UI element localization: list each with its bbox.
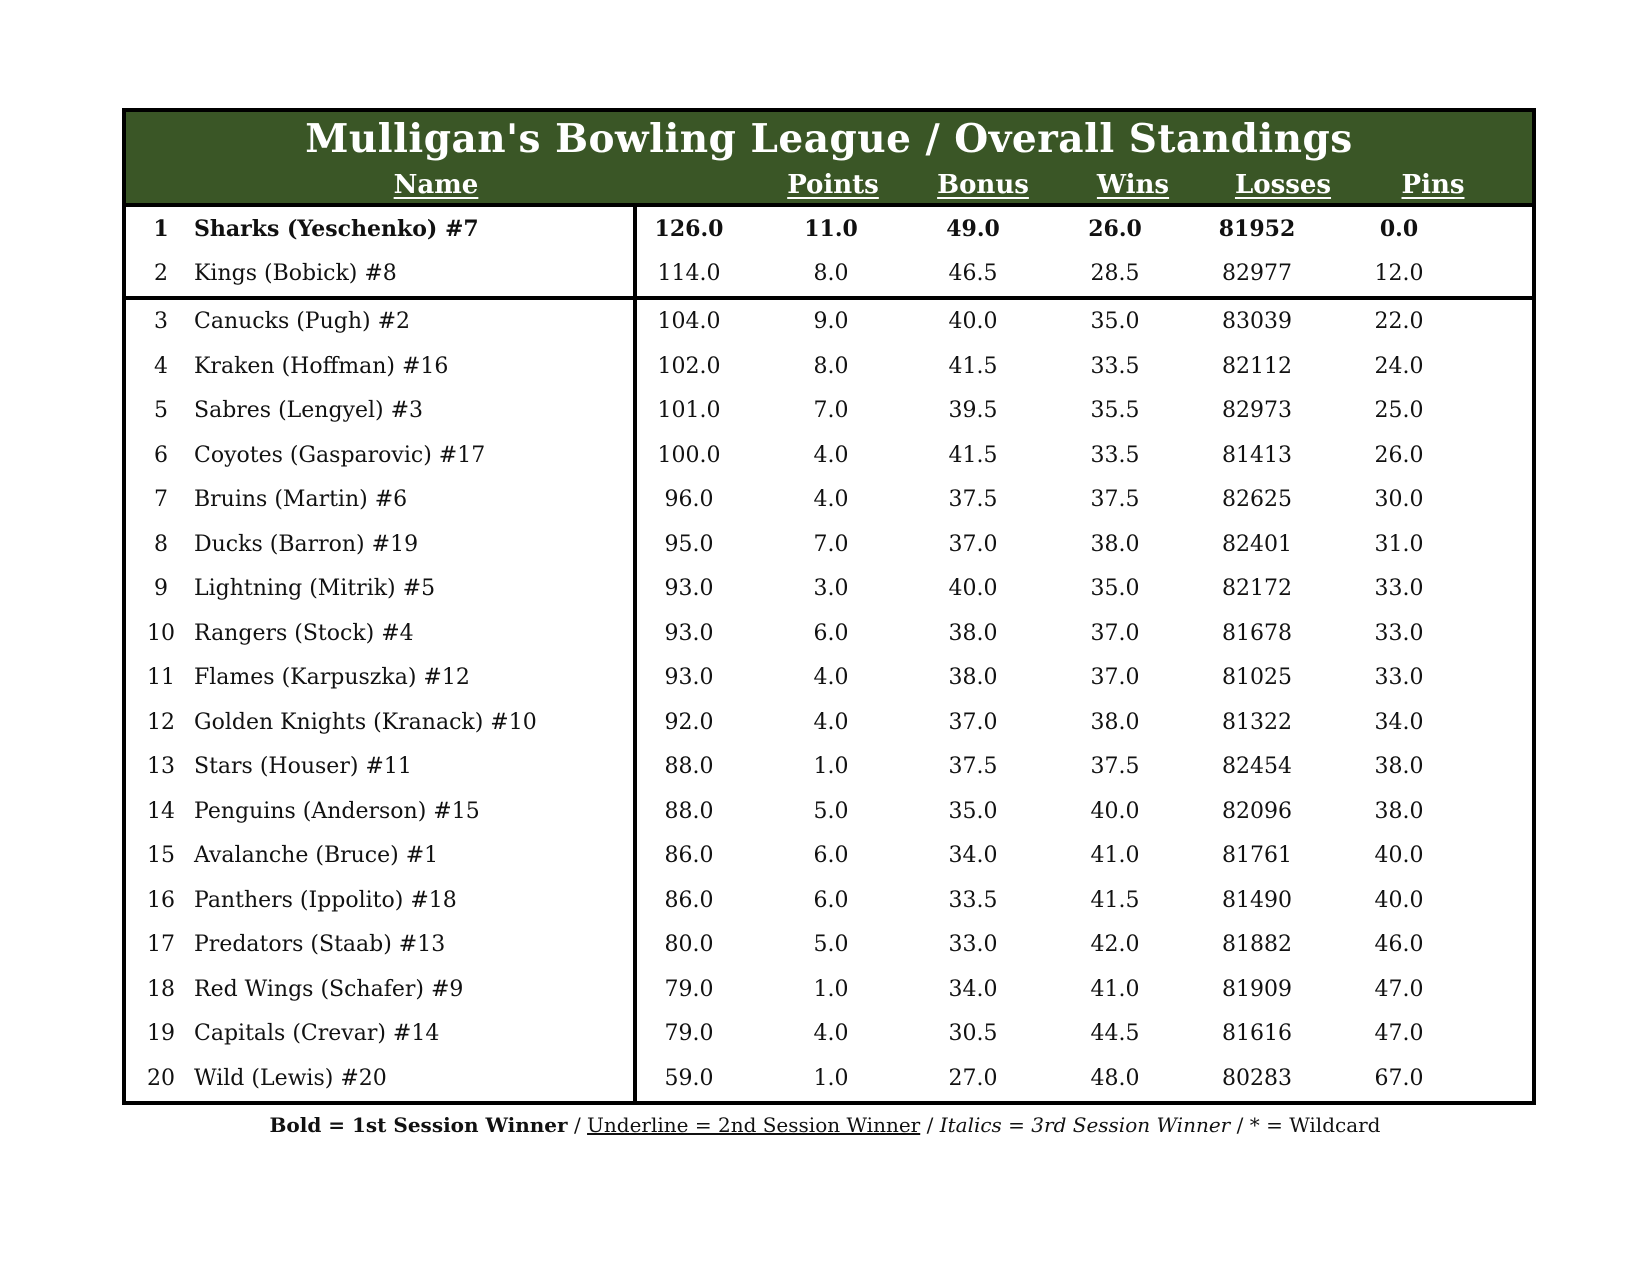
table-row [126,523,1532,568]
losses-cell: 26.0 [1088,216,1142,242]
rank-cell: 4 [154,353,168,379]
points-cell: 88.0 [664,798,714,824]
losses-cell: 41.0 [1090,843,1140,868]
losses-cell: 35.0 [1090,576,1140,601]
team-name-cell: Coyotes (Gasparovic) #17 [194,442,486,468]
wins-cell: 40.0 [948,309,998,334]
pins-cell: 81490 [1222,887,1292,913]
back-cell: 26.0 [1374,442,1424,468]
points-cell: 86.0 [664,843,714,868]
pins-cell: 82172 [1222,576,1292,601]
back-cell: 12.0 [1374,260,1424,286]
rank-cell: 14 [147,798,175,824]
bonus-cell: 8.0 [813,260,849,286]
column-header-pins: Pins [1401,170,1465,200]
back-cell: 33.0 [1374,620,1424,646]
rank-cell: 16 [147,887,175,913]
wins-cell: 33.0 [948,932,998,957]
column-header-back: Back [1546,170,1620,200]
top-rows-group [126,207,1532,296]
table-row [126,745,1532,790]
back-cell: 67.0 [1374,1065,1424,1091]
table-row [126,207,1532,252]
points-cell: 95.0 [664,531,714,557]
bonus-cell: 4.0 [813,442,849,468]
rank-cell: 3 [154,309,168,334]
bonus-cell: 1.0 [813,754,849,779]
team-name-cell: Panthers (Ippolito) #18 [194,887,457,913]
wins-cell: 34.0 [948,976,998,1002]
losses-cell: 40.0 [1090,798,1140,824]
team-name-cell: Sharks (Yeschenko) #7 [194,216,479,242]
bonus-cell: 7.0 [813,398,849,423]
pins-cell: 82401 [1222,531,1292,557]
back-cell: 47.0 [1374,976,1424,1002]
back-cell: 38.0 [1374,754,1424,779]
pins-cell: 81952 [1218,216,1296,242]
back-cell: 33.0 [1374,576,1424,601]
team-name-cell: Rangers (Stock) #4 [194,620,414,646]
legend [0,1113,1650,1137]
wins-cell: 38.0 [948,665,998,690]
wins-cell: 37.0 [948,709,998,735]
wins-cell: 41.5 [948,442,998,468]
points-cell: 80.0 [664,932,714,957]
wins-cell: 40.0 [948,576,998,601]
table-row [126,1012,1532,1057]
table-row [126,923,1532,968]
pins-cell: 81882 [1222,932,1292,957]
back-cell: 38.0 [1374,798,1424,824]
points-cell: 104.0 [657,309,721,334]
bonus-cell: 6.0 [813,620,849,646]
points-cell: 92.0 [664,709,714,735]
table-row [126,389,1532,434]
back-cell: 40.0 [1374,887,1424,913]
table-row [126,656,1532,701]
column-header-wins: Wins [1096,170,1170,200]
table-row [126,300,1532,345]
wins-cell: 35.0 [948,798,998,824]
pins-cell: 81761 [1222,843,1292,868]
bonus-cell: 8.0 [813,353,849,379]
points-cell: 102.0 [657,353,721,379]
column-header-points: Points [787,170,879,200]
table-row [126,1057,1532,1102]
back-cell: 46.0 [1374,932,1424,957]
losses-cell: 48.0 [1090,1065,1140,1091]
table-row [126,434,1532,479]
wins-cell: 30.5 [948,1021,998,1046]
losses-cell: 38.0 [1090,531,1140,557]
team-name-cell: Kraken (Hoffman) #16 [194,353,449,379]
points-cell: 101.0 [657,398,721,423]
pins-cell: 80283 [1222,1065,1292,1091]
back-cell: 40.0 [1374,843,1424,868]
bonus-cell: 9.0 [813,309,849,334]
rank-cell: 17 [147,932,175,957]
points-cell: 59.0 [664,1065,714,1091]
legend-separator: / [926,1113,934,1137]
team-name-cell: Golden Knights (Kranack) #10 [194,709,537,735]
back-cell: 47.0 [1374,1021,1424,1046]
pins-cell: 82454 [1222,754,1292,779]
points-cell: 79.0 [664,1021,714,1046]
rank-cell: 20 [147,1065,175,1091]
team-name-cell: Ducks (Barron) #19 [194,531,419,557]
rank-cell: 8 [154,531,168,557]
bonus-cell: 7.0 [813,531,849,557]
losses-cell: 35.0 [1090,309,1140,334]
rank-cell: 5 [154,398,168,423]
losses-cell: 38.0 [1090,709,1140,735]
wins-cell: 37.5 [948,487,998,512]
losses-cell: 41.0 [1090,976,1140,1002]
pins-cell: 82112 [1222,353,1292,379]
losses-cell: 33.5 [1090,442,1140,468]
losses-cell: 37.5 [1090,487,1140,512]
losses-cell: 33.5 [1090,353,1140,379]
back-cell: 25.0 [1374,398,1424,423]
rank-cell: 2 [154,260,168,286]
pins-cell: 81025 [1222,665,1292,690]
bonus-cell: 4.0 [813,487,849,512]
rank-cell: 6 [154,442,168,468]
wins-cell: 46.5 [948,260,998,286]
table-row [126,478,1532,523]
team-name-cell: Sabres (Lengyel) #3 [194,398,424,423]
points-cell: 126.0 [654,216,724,242]
wins-cell: 41.5 [948,353,998,379]
table-row [126,252,1532,297]
back-cell: 31.0 [1374,531,1424,557]
team-name-cell: Capitals (Crevar) #14 [194,1021,440,1046]
legend-separator: / [573,1113,581,1137]
team-name-cell: Red Wings (Schafer) #9 [194,976,464,1002]
page-title: Mulligan's Bowling League / Overall Standings [305,116,1353,162]
wins-cell: 38.0 [948,620,998,646]
points-cell: 79.0 [664,976,714,1002]
pins-cell: 81322 [1222,709,1292,735]
wins-cell: 49.0 [946,216,1000,242]
losses-cell: 42.0 [1090,932,1140,957]
bonus-cell: 6.0 [813,843,849,868]
losses-cell: 44.5 [1090,1021,1140,1046]
rank-cell: 12 [147,709,175,735]
table-row [126,701,1532,746]
wins-cell: 34.0 [948,843,998,868]
team-name-cell: Avalanche (Bruce) #1 [194,843,439,868]
back-cell: 22.0 [1374,309,1424,334]
points-cell: 88.0 [664,754,714,779]
team-name-cell: Predators (Staab) #13 [194,932,446,957]
rank-cell: 11 [147,665,175,690]
pins-cell: 81413 [1222,442,1292,468]
column-header-losses: Losses [1234,170,1332,200]
points-cell: 93.0 [664,576,714,601]
team-name-cell: Stars (Houser) #11 [194,754,412,779]
rank-cell: 19 [147,1021,175,1046]
pins-cell: 81678 [1222,620,1292,646]
losses-cell: 28.5 [1090,260,1140,286]
back-cell: 24.0 [1374,353,1424,379]
pins-cell: 83039 [1222,309,1292,334]
rank-cell: 9 [154,576,168,601]
bonus-cell: 1.0 [813,1065,849,1091]
bonus-cell: 3.0 [813,576,849,601]
bonus-cell: 5.0 [813,932,849,957]
back-cell: 34.0 [1374,709,1424,735]
rank-cell: 13 [147,754,175,779]
wins-cell: 33.5 [948,887,998,913]
team-name-cell: Lightning (Mitrik) #5 [194,576,436,601]
team-name-cell: Penguins (Anderson) #15 [194,798,480,824]
legend-separator: / [1236,1113,1244,1137]
losses-cell: 37.0 [1090,665,1140,690]
back-cell: 0.0 [1379,216,1419,242]
pins-cell: 82096 [1222,798,1292,824]
bonus-cell: 4.0 [813,709,849,735]
table-row [126,968,1532,1013]
column-header-bonus: Bonus [937,170,1029,200]
table-row [126,567,1532,612]
bonus-cell: 11.0 [804,216,858,242]
wins-cell: 27.0 [948,1065,998,1091]
rank-cell: 1 [153,216,169,242]
bonus-cell: 6.0 [813,887,849,913]
points-cell: 93.0 [664,620,714,646]
bonus-cell: 4.0 [813,1021,849,1046]
legend-bold: Bold = 1st Session Winner [269,1113,568,1137]
rank-cell: 10 [147,620,175,646]
losses-cell: 37.0 [1090,620,1140,646]
losses-cell: 37.5 [1090,754,1140,779]
wins-cell: 37.5 [948,754,998,779]
team-name-cell: Canucks (Pugh) #2 [194,309,411,334]
pins-cell: 81909 [1222,976,1292,1002]
bonus-cell: 1.0 [813,976,849,1002]
points-cell: 114.0 [657,260,721,286]
bonus-cell: 4.0 [813,665,849,690]
column-header-row [126,170,1620,200]
rank-cell: 15 [147,843,175,868]
team-name-cell: Flames (Karpuszka) #12 [194,665,470,690]
table-row [126,879,1532,924]
points-cell: 86.0 [664,887,714,913]
column-header-name: Name [393,170,479,200]
legend-underline: Underline = 2nd Session Winner [587,1113,921,1137]
bonus-cell: 5.0 [813,798,849,824]
remaining-rows-group [126,300,1532,1101]
table-row [126,345,1532,390]
pins-cell: 81616 [1222,1021,1292,1046]
legend-wildcard: * = Wildcard [1249,1113,1381,1137]
rank-cell: 7 [154,487,168,512]
losses-cell: 35.5 [1090,398,1140,423]
table-body [126,207,1532,1101]
pins-cell: 82625 [1222,487,1292,512]
team-name-cell: Bruins (Martin) #6 [194,487,408,512]
table-row [126,790,1532,835]
back-cell: 33.0 [1374,665,1424,690]
wins-cell: 37.0 [948,531,998,557]
rank-cell: 18 [147,976,175,1002]
points-cell: 100.0 [657,442,721,468]
legend-italics: Italics = 3rd Session Winner [939,1113,1231,1137]
table-row [126,834,1532,879]
pins-cell: 82973 [1222,398,1292,423]
team-name-cell: Kings (Bobick) #8 [194,260,397,286]
wins-cell: 39.5 [948,398,998,423]
table-row [126,612,1532,657]
team-name-cell: Wild (Lewis) #20 [194,1065,387,1091]
pins-cell: 82977 [1222,260,1292,286]
points-cell: 93.0 [664,665,714,690]
losses-cell: 41.5 [1090,887,1140,913]
table-header [126,112,1620,207]
standings-table [122,108,1620,1105]
back-cell: 30.0 [1374,487,1424,512]
points-cell: 96.0 [664,487,714,512]
